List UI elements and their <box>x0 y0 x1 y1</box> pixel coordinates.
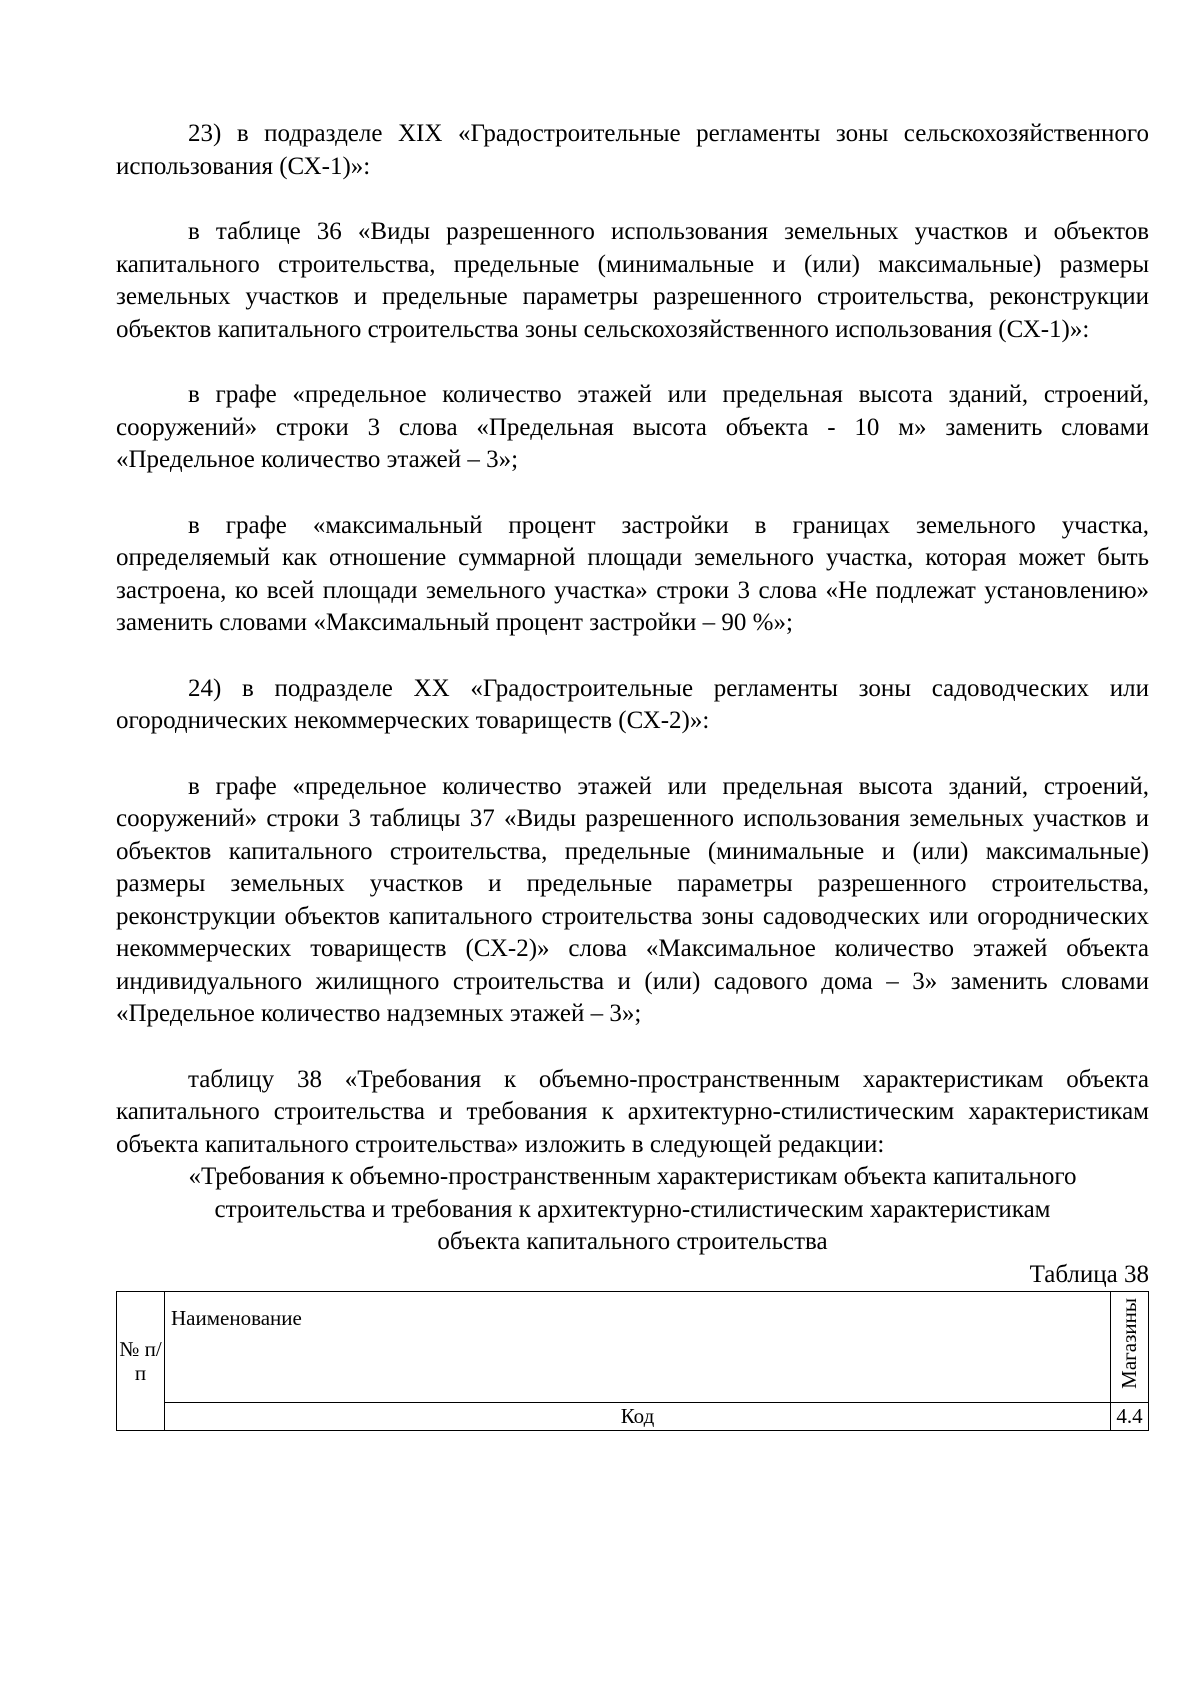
paragraph-24: 24) в подразделе XX «Градостроительные регламенты зоны садоводческих или огороднических некоммерческих товариществ (СХ-2)»: <box>116 674 1149 734</box>
code-label-cell: Код <box>165 1403 1111 1431</box>
table-heading: «Требования к объемно-пространственным характеристикам объекта капитального строительства и требования к архитектурно-стилистическим характеристикам объекта капитального строительства <box>188 1163 1077 1255</box>
col-name-header: Наименование <box>165 1291 1111 1403</box>
paragraph-table-36: в таблице 36 «Виды разрешенного использования земельных участков и объектов капитального строительства, предельные (минимальные и (или) максимальные) размеры земельных участков и предельные параметры разрешенного строительства, реконструкции объектов капитального строительства зоны сельскохозяйственного использования (СХ-1)»: <box>116 218 1149 343</box>
col-number-header: № п/п <box>117 1291 165 1431</box>
code-value-cell: 4.4 <box>1111 1403 1149 1431</box>
paragraph-floors-cx1: в графе «предельное количество этажей или предельная высота зданий, строений, сооружений» строки 3 слова «Предельная высота объекта - 10 м» заменить словами «Предельное количество этажей – 3»; <box>116 381 1149 473</box>
col-shops-header <box>1111 1291 1149 1403</box>
paragraph-percent-cx1: в графе «максимальный процент застройки в границах земельного участка, определяемый как отношение суммарной площади земельного участка, которая может быть застроена, ко всей площади земельного участка» строки 3 слова «Не подлежат установлению» заменить словами «Максимальный процент застройки – 90 %»; <box>116 511 1149 636</box>
requirements-table <box>116 1291 1149 1432</box>
col-shops-label: Магазины <box>1117 1297 1141 1389</box>
table-code-row <box>117 1403 1149 1431</box>
table-header-row <box>117 1291 1149 1403</box>
paragraph-table-38: таблицу 38 «Требования к объемно-пространственным характеристикам объекта капитального строительства и требования к архитектурно-стилистическим характеристикам объекта капитального строительства» изложить в следующей редакции: <box>116 1065 1149 1158</box>
paragraph-23: 23) в подразделе XIX «Градостроительные регламенты зоны сельскохозяйственного использования (СХ-1)»: <box>116 120 1149 180</box>
document-page <box>116 118 1149 1431</box>
table-label: Таблица 38 <box>1029 1260 1149 1288</box>
paragraph-table-37: в графе «предельное количество этажей или предельная высота зданий, строений, сооружений» строки 3 таблицы 37 «Виды разрешенного использования земельных участков и объектов капитального строительства, предельные (минимальные и (или) максимальные) размеры земельных участков и предельные параметры разрешенного строительства, реконструкции объектов капитального строительства зоны садоводческих или огороднических некоммерческих товариществ (СХ-2)» слова «Максимальное количество этажей объекта индивидуального жилищного строительства и (или) садового дома – 3» заменить словами «Предельное количество надземных этажей – 3»; <box>116 772 1149 1027</box>
